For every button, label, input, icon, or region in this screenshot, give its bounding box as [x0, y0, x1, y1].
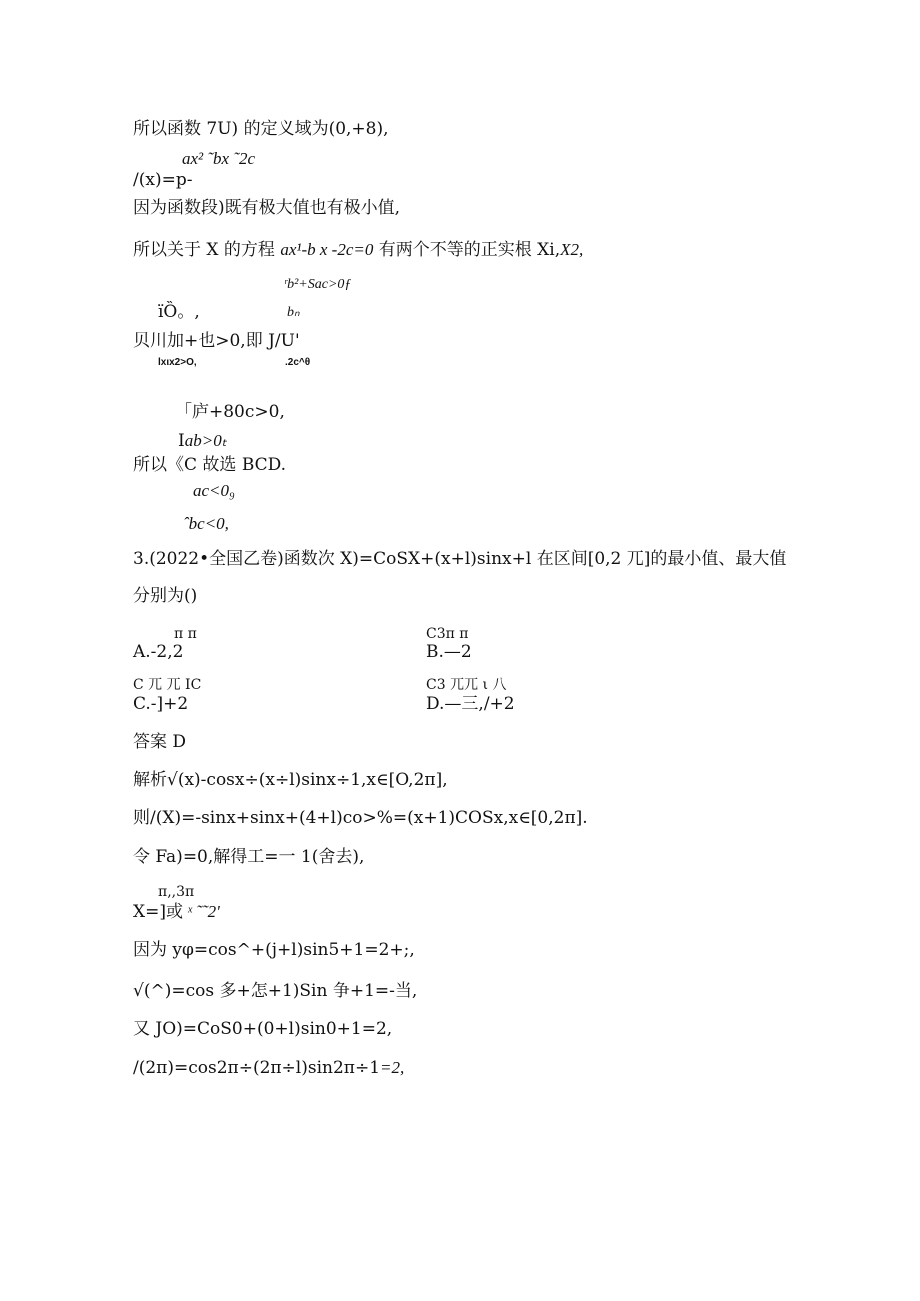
solution-line-6: √(^)=cos 多+怎+1)Sin 争+1=-当, [133, 981, 418, 1001]
solution-line-8 [133, 1059, 404, 1077]
system-line-ac: ac<0₉ [193, 481, 235, 500]
product-condition: lxιx2>O, [158, 357, 197, 368]
product-fragment: .2c^θ [285, 357, 311, 368]
derivative-expression: /(x)=p- [133, 170, 193, 190]
system-ab: ab>0ₜ [184, 431, 227, 450]
option-a-superscript: π π [174, 626, 197, 642]
subscript-fragment: bₙ [287, 305, 300, 320]
option-c-superscript: C 兀 兀 IC [133, 677, 202, 693]
system-line-bc: ˆbc<0, [183, 514, 229, 533]
critical-points-superscript: π,,3π [158, 884, 195, 900]
question-3-tail: 分别为() [133, 586, 198, 606]
discriminant-expression: ʳb²+Sac>0ƒ [284, 277, 352, 292]
option-b: B.—2 [426, 642, 472, 662]
solution-line-1: 解析√(x)-cosx÷(x÷l)sinx÷1,x∈[O,2π], [133, 770, 448, 790]
garbled-symbol: ïȌ。, [158, 302, 200, 322]
solution-line-8-main: /(2π)=cos2π÷(2π÷l)sin2π÷1 [133, 1058, 381, 1078]
line-extrema: 因为函数段)既有极大值也有极小值, [133, 198, 401, 218]
line-sum-condition: 贝川加+也>0,即 J/U' [133, 331, 300, 351]
option-a: A.-2,2 [133, 642, 184, 662]
option-b-superscript: C3π π [426, 626, 469, 642]
solution-line-8-value: =2, [380, 1058, 405, 1077]
critical-points-label: X=]或 [133, 902, 183, 922]
option-d: D.—三,/+2 [426, 694, 515, 714]
answer: 答案 D [133, 732, 187, 752]
equation-tail: 有两个不等的正实根 Xi, [373, 240, 561, 260]
equation-intro: 所以关于 X 的方程 [133, 240, 281, 260]
line-equation [133, 241, 583, 259]
fraction-numerator: ax² ˜bx ˜2c [182, 149, 256, 168]
critical-points-tail: ˣ ˜˜2' [182, 902, 220, 921]
system-line-1: 「庐+80c>0, [175, 402, 285, 422]
solution-line-7: 又 JO)=CoS0+(0+l)sin0+1=2, [133, 1019, 393, 1039]
system-line-2 [178, 432, 227, 450]
solution-line-2: 则/(X)=-sinx+sinx+(4+l)co>%=(x+1)COSx,x∈[0,2π]. [133, 808, 588, 828]
solution-line-3: 令 Fa)=0,解得工=一 1(舍去), [133, 847, 365, 867]
system-brace: I [178, 431, 185, 451]
solution-line-5: 因为 yφ=cos^+(j+l)sin5+1=2+;, [133, 940, 415, 960]
line-conclusion: 所以《C 故选 BCD. [133, 455, 287, 475]
option-d-superscript: C3 兀兀 ι 八 [426, 677, 507, 693]
question-3: 3.(2022•全国乙卷)函数次 X)=CoSX+(x+l)sinx+l 在区间[0,2 兀]的最小值、最大值 [133, 549, 787, 569]
line-domain: 所以函数 7U) 的定义域为(0,+8), [133, 119, 389, 139]
critical-points [133, 903, 220, 921]
equation-root: X2, [560, 240, 584, 259]
option-c: C.-]+2 [133, 694, 189, 714]
equation-formula: ax¹-b x -2c=0 [280, 240, 374, 259]
